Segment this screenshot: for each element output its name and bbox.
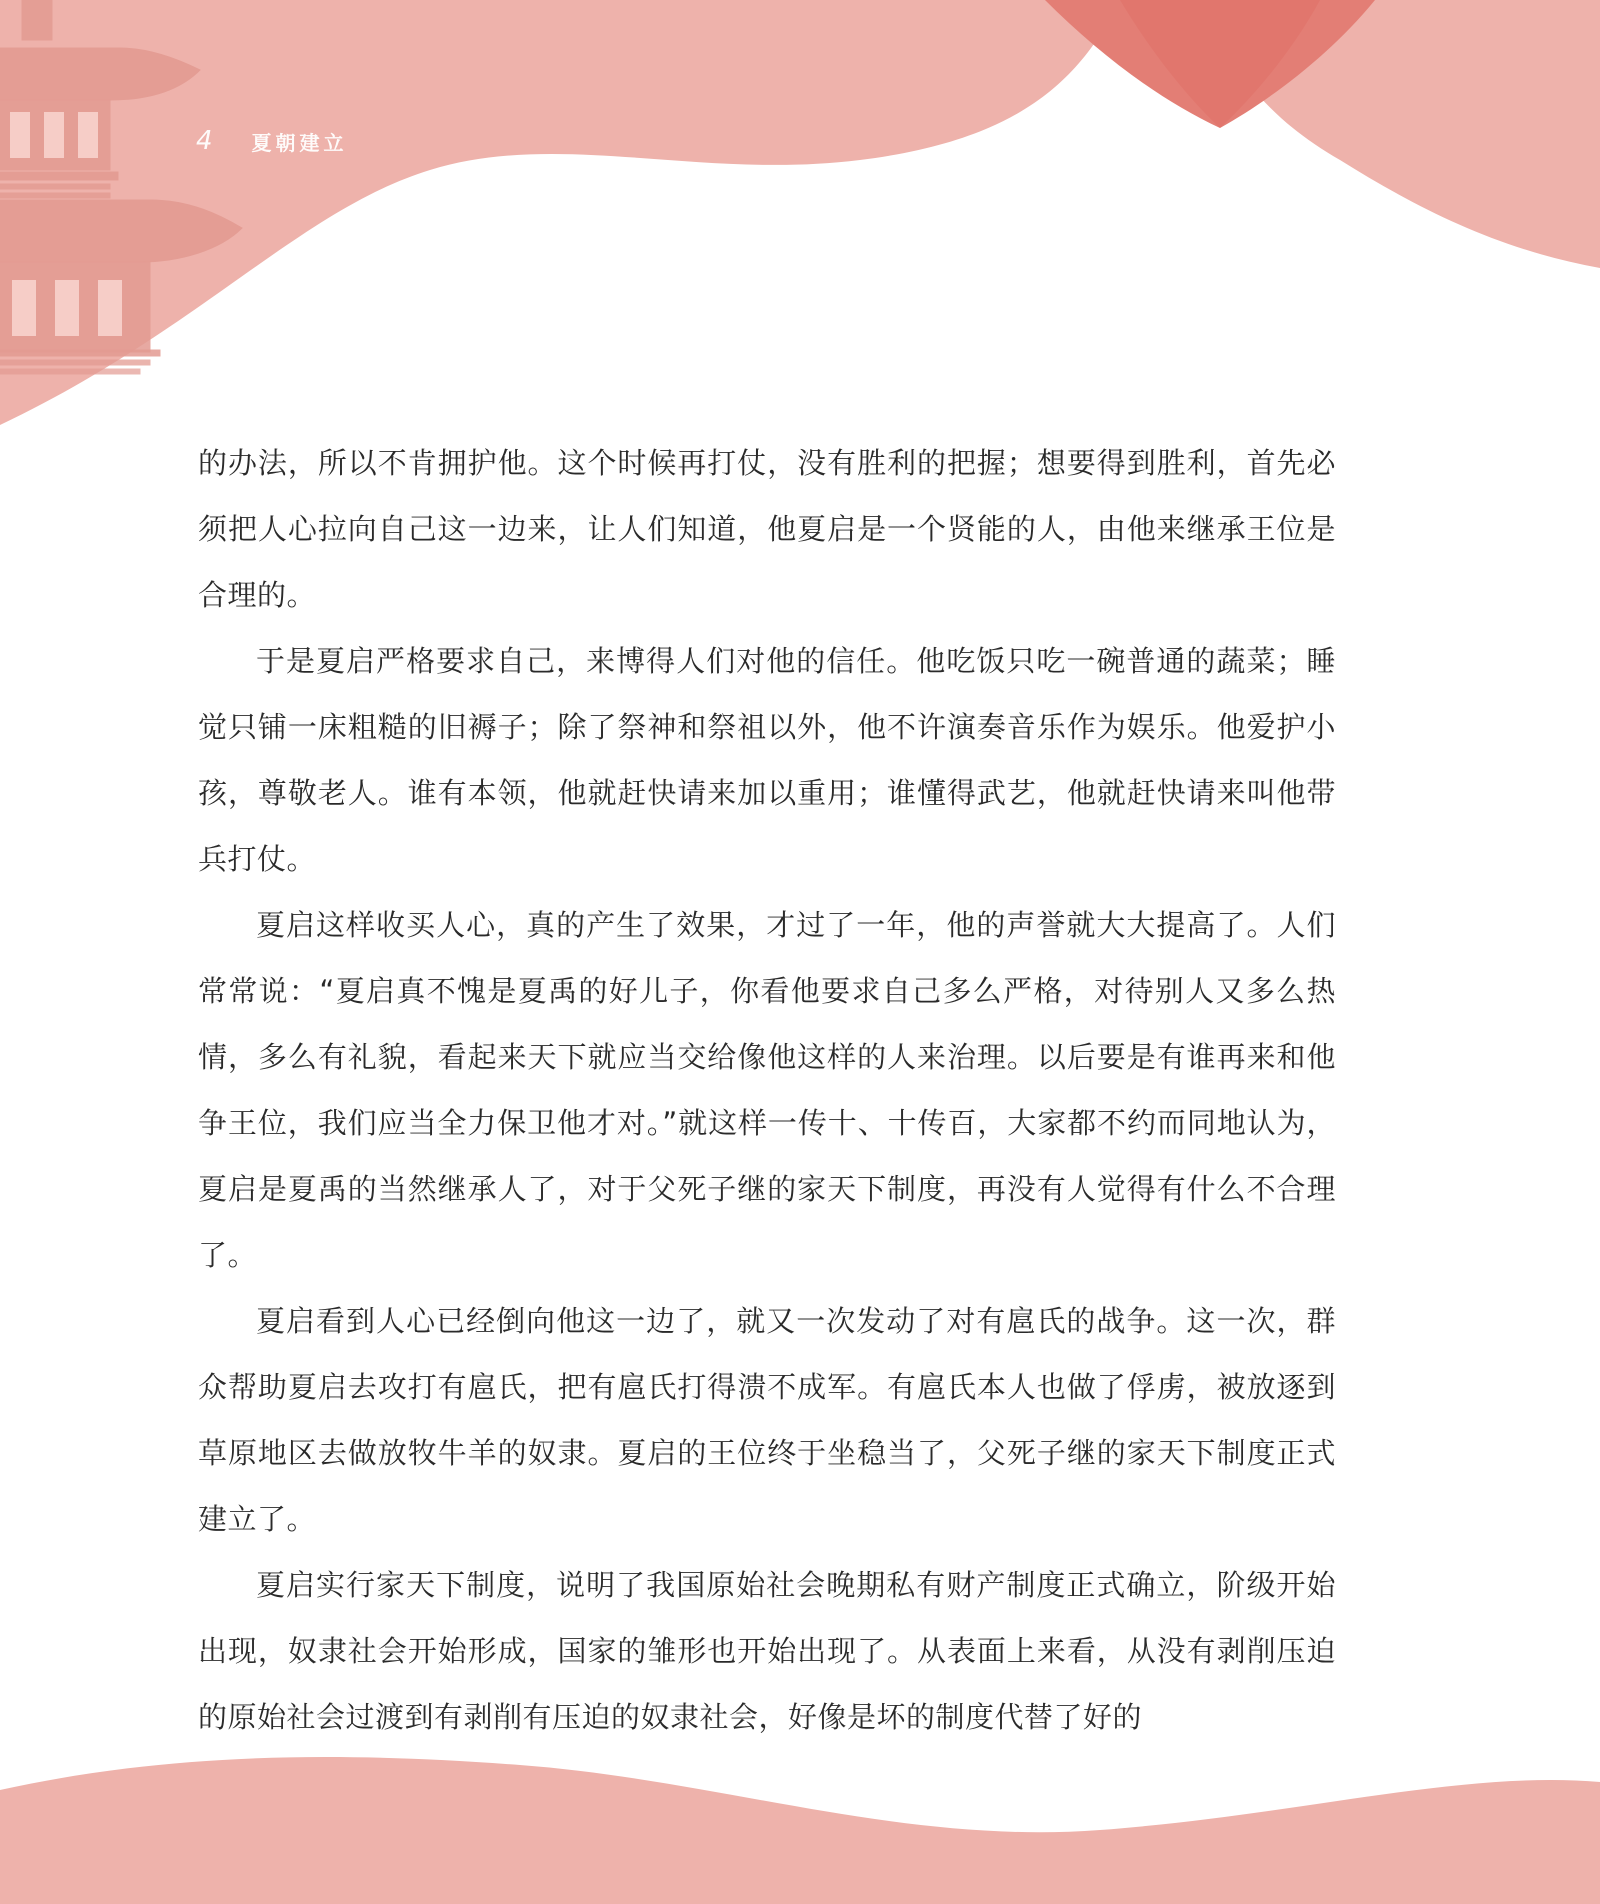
- bottom-wave: [0, 1757, 1600, 1904]
- paragraph: 于是夏启严格要求自己，来博得人们对他的信任。他吃饭只吃一碗普通的蔬菜；睡觉只铺一床粗糙的旧褥子；除了祭神和祭祖以外，他不许演奏音乐作为娱乐。他爱护小孩，尊敬老人。谁有本领，他就赶快请来加以重用；谁懂得武艺，他就赶快请来叫他带兵打仗。: [198, 644, 1336, 876]
- paragraph: 的办法，所以不肯拥护他。这个时候再打仗，没有胜利的把握；想要得到胜利，首先必须把人心拉向自己这一边来，让人们知道，他夏启是一个贤能的人，由他来继承王位是合理的。: [198, 446, 1336, 612]
- page-header: [196, 126, 348, 156]
- paragraph: 夏启这样收买人心，真的产生了效果，才过了一年，他的声誉就大大提高了。人们常常说：“夏启真不愧是夏禹的好儿子，你看他要求自己多么严格，对待别人又多么热情，多么有礼貌，看起来天下就应当交给像他这样的人来治理。以后要是有谁再来和他争王位，我们应当全力保卫他才对。”就这样一传十、十传百，大家都不约而同地认为，夏启是夏禹的当然继承人了，对于父死子继的家天下制度，再没有人觉得有什么不合理了。: [198, 908, 1336, 1272]
- body-text: [198, 430, 1336, 1750]
- paragraph: 夏启实行家天下制度，说明了我国原始社会晚期私有财产制度正式确立，阶级开始出现，奴隶社会开始形成，国家的雏形也开始出现了。从表面上来看，从没有剥削压迫的原始社会过渡到有剥削有压迫的奴隶社会，好像是坏的制度代替了好的: [198, 1568, 1336, 1734]
- paragraph: 夏启看到人心已经倒向他这一边了，就又一次发动了对有扈氏的战争。这一次，群众帮助夏启去攻打有扈氏，把有扈氏打得溃不成军。有扈氏本人也做了俘虏，被放逐到草原地区去做放牧牛羊的奴隶。夏启的王位终于坐稳当了，父死子继的家天下制度正式建立了。: [198, 1304, 1336, 1536]
- page-number: 4: [196, 126, 214, 156]
- chapter-title: 夏朝建立: [251, 130, 348, 155]
